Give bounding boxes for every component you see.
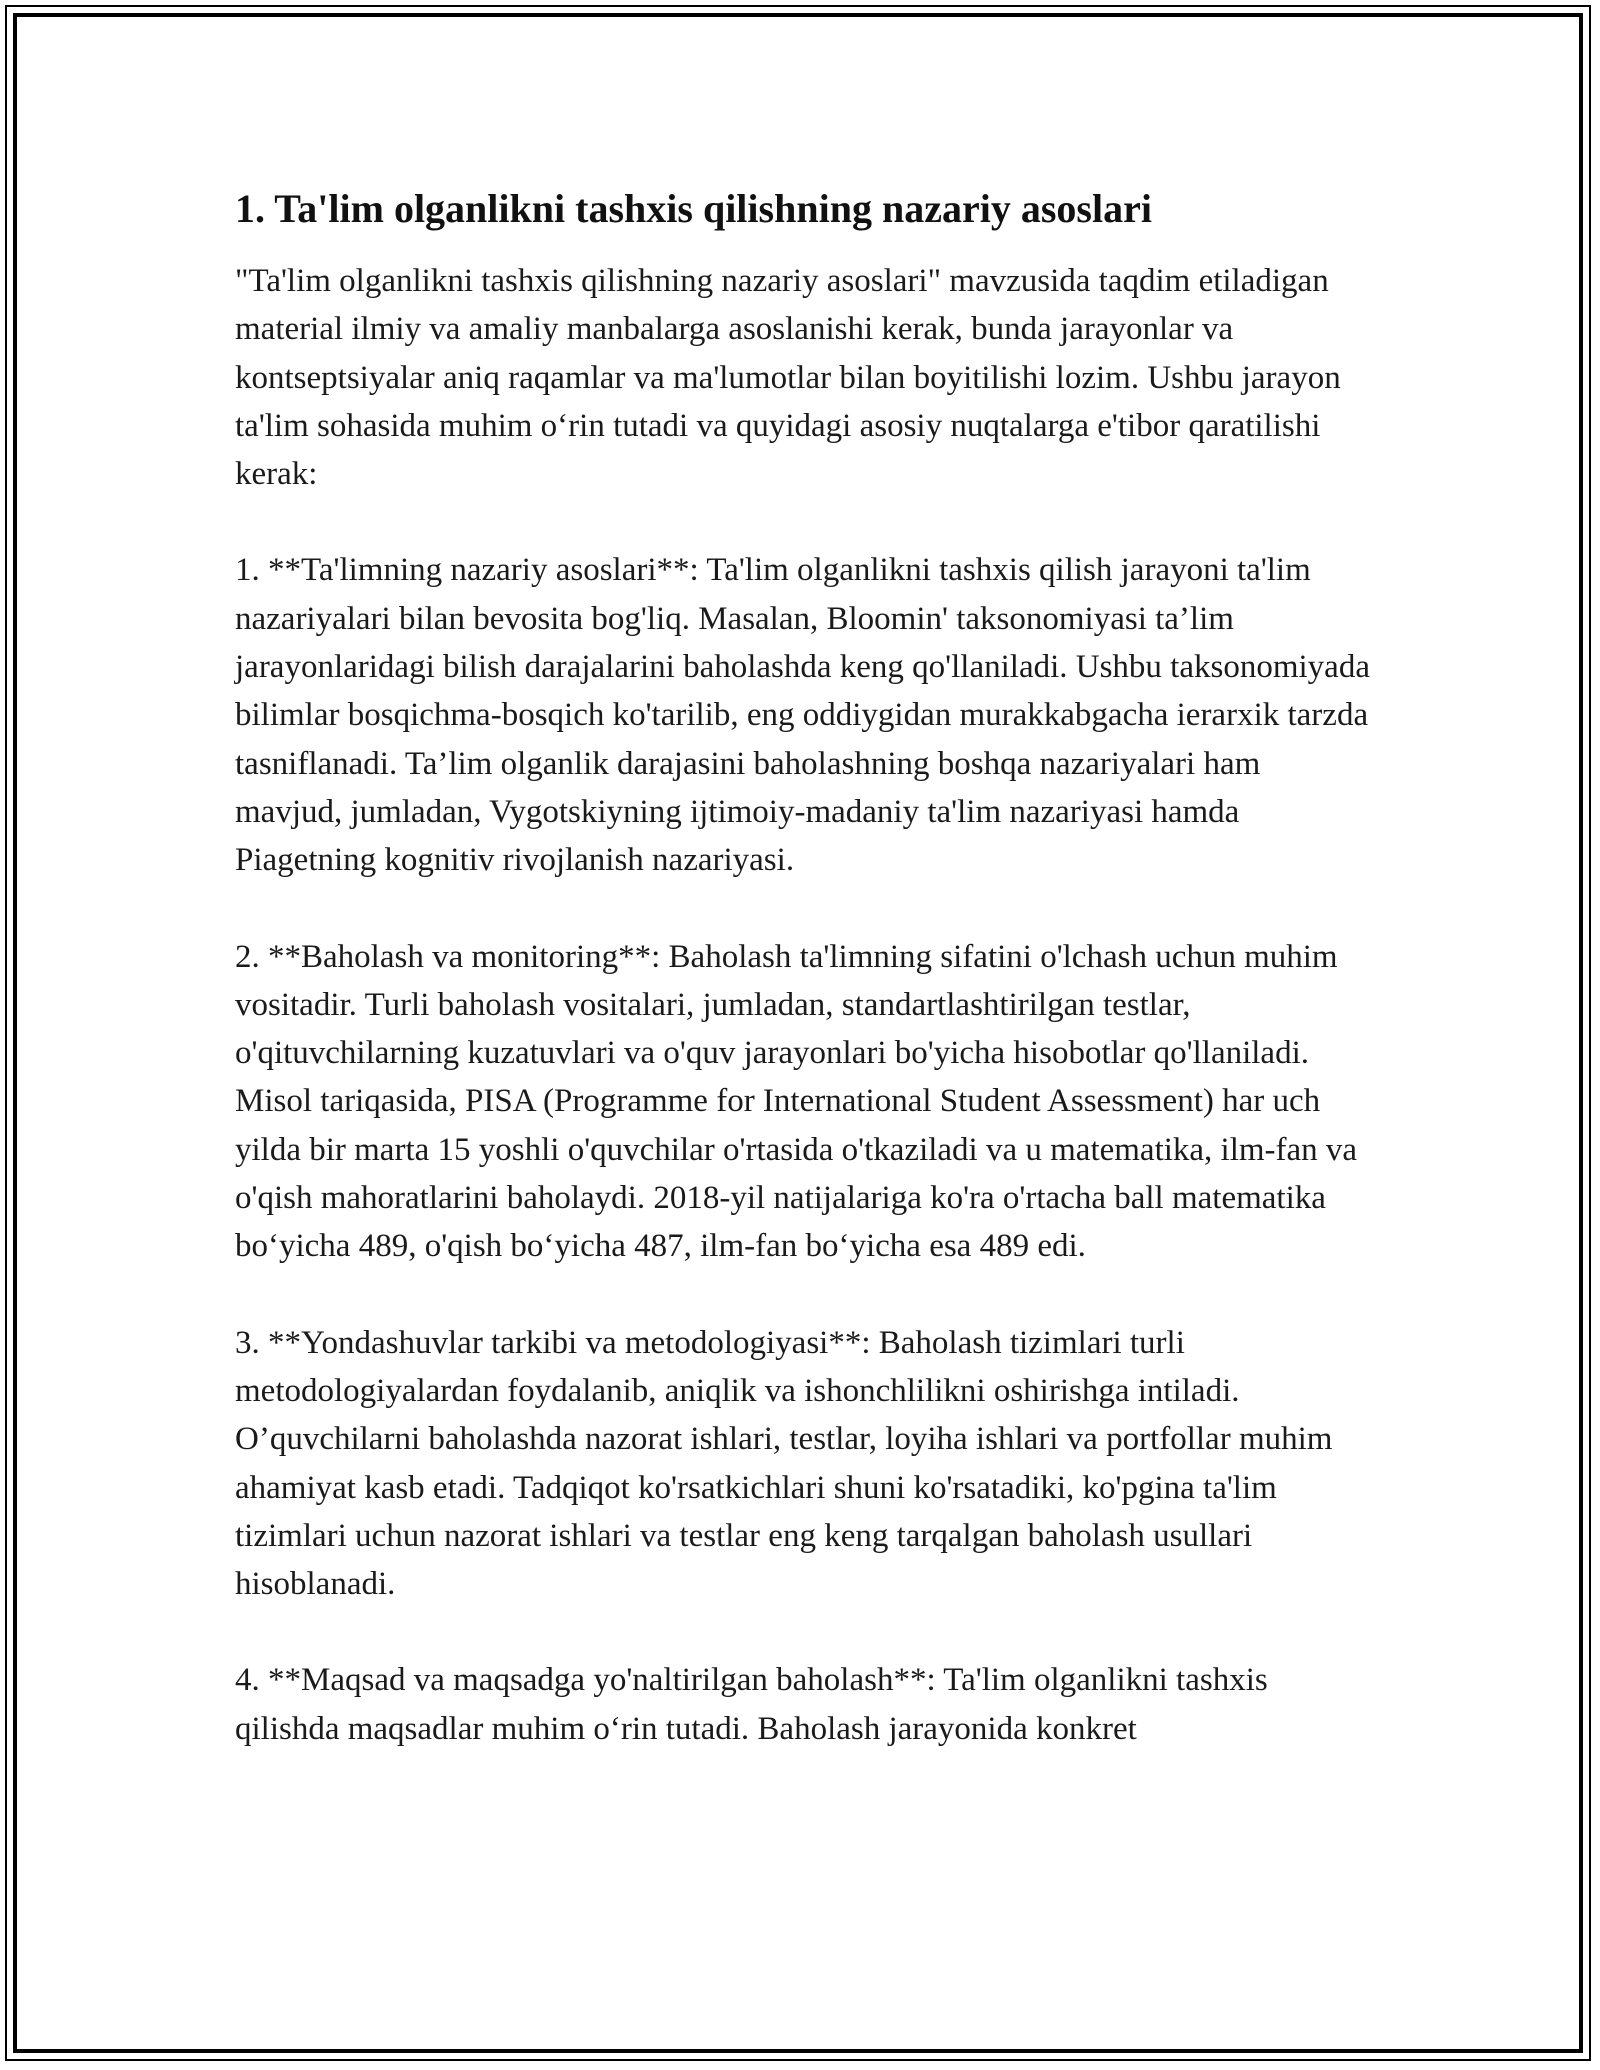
paragraph-theory: 1. **Ta'limning nazariy asoslari**: Ta'lim olganlikni tashxis qilish jarayoni ta'lim nazariyalari bilan bevosita bog'liq. Masalan, Bloomin' taksonomiyasi ta’lim jarayonlaridagi bilish darajalarini baholashda keng qo'llaniladi. Ushbu taksonomiyada bilimlar bosqichma-bosqich ko'tarilib, eng oddiygidan murakkabgacha ierarxik tarzda tasniflanadi. Ta’lim olganlik darajasini baholashning boshqa nazariyalari ham mavjud, jumladan, Vygotskiyning ijtimoiy-madaniy ta'lim nazariyasi hamda Piagetning kognitiv rivojlanish nazariyasi. — [235, 552, 1370, 879]
paragraph-goals: 4. **Maqsad va maqsadga yo'naltirilgan baholash**: Ta'lim olganlikni tashxis qilishda maqsadlar muhim o‘rin tutadi. Baholash jarayonida konkret — [235, 1662, 1268, 1747]
section-heading: 1. Ta'lim olganlikni tashxis qilishning nazariy asoslari — [235, 186, 1152, 231]
document-body — [235, 185, 1375, 1753]
intro-paragraph: "Ta'lim olganlikni tashxis qilishning nazariy asoslari" mavzusida taqdim etiladigan material ilmiy va amaliy manbalarga asoslanishi kerak, bunda jarayonlar va kontseptsiyalar aniq raqamlar va ma'lumotlar bilan boyitilishi lozim. Ushbu jarayon ta'lim sohasida muhim o‘rin tutadi va quyidagi asosiy nuqtalarga e'tibor qaratilishi kerak: — [235, 263, 1341, 493]
paragraph-assessment: 2. **Baholash va monitoring**: Baholash ta'limning sifatini o'lchash uchun muhim vositadir. Turli baholash vositalari, jumladan, standartlashtirilgan testlar, o'qituvchilarning kuzatuvlari va o'quv jarayonlari bo'yicha hisobotlar qo'llaniladi. Misol tariqasida, PISA (Programme for International Student Assessment) har uch yilda bir marta 15 yoshli o'quvchilar o'rtasida o'tkaziladi va u matematika, ilm-fan va o'qish mahoratlarini baholaydi. 2018-yil natijalariga ko'ra o'rtacha ball matematika bo‘yicha 489, o'qish bo‘yicha 487, ilm-fan bo‘yicha esa 489 edi. — [235, 938, 1358, 1265]
paragraph-methodology: 3. **Yondashuvlar tarkibi va metodologiyasi**: Baholash tizimlari turli metodologiyalardan foydalanib, aniqlik va ishonchlilikni oshirishga intiladi. O’quvchilarni baholashda nazorat ishlari, testlar, loyiha ishlari va portfollar muhim ahamiyat kasb etadi. Tadqiqot ko'rsatkichlari shuni ko'rsatadiki, ko'pgina ta'lim tizimlari uchun nazorat ishlari va testlar eng keng tarqalgan baholash usullari hisoblanadi. — [235, 1324, 1333, 1603]
